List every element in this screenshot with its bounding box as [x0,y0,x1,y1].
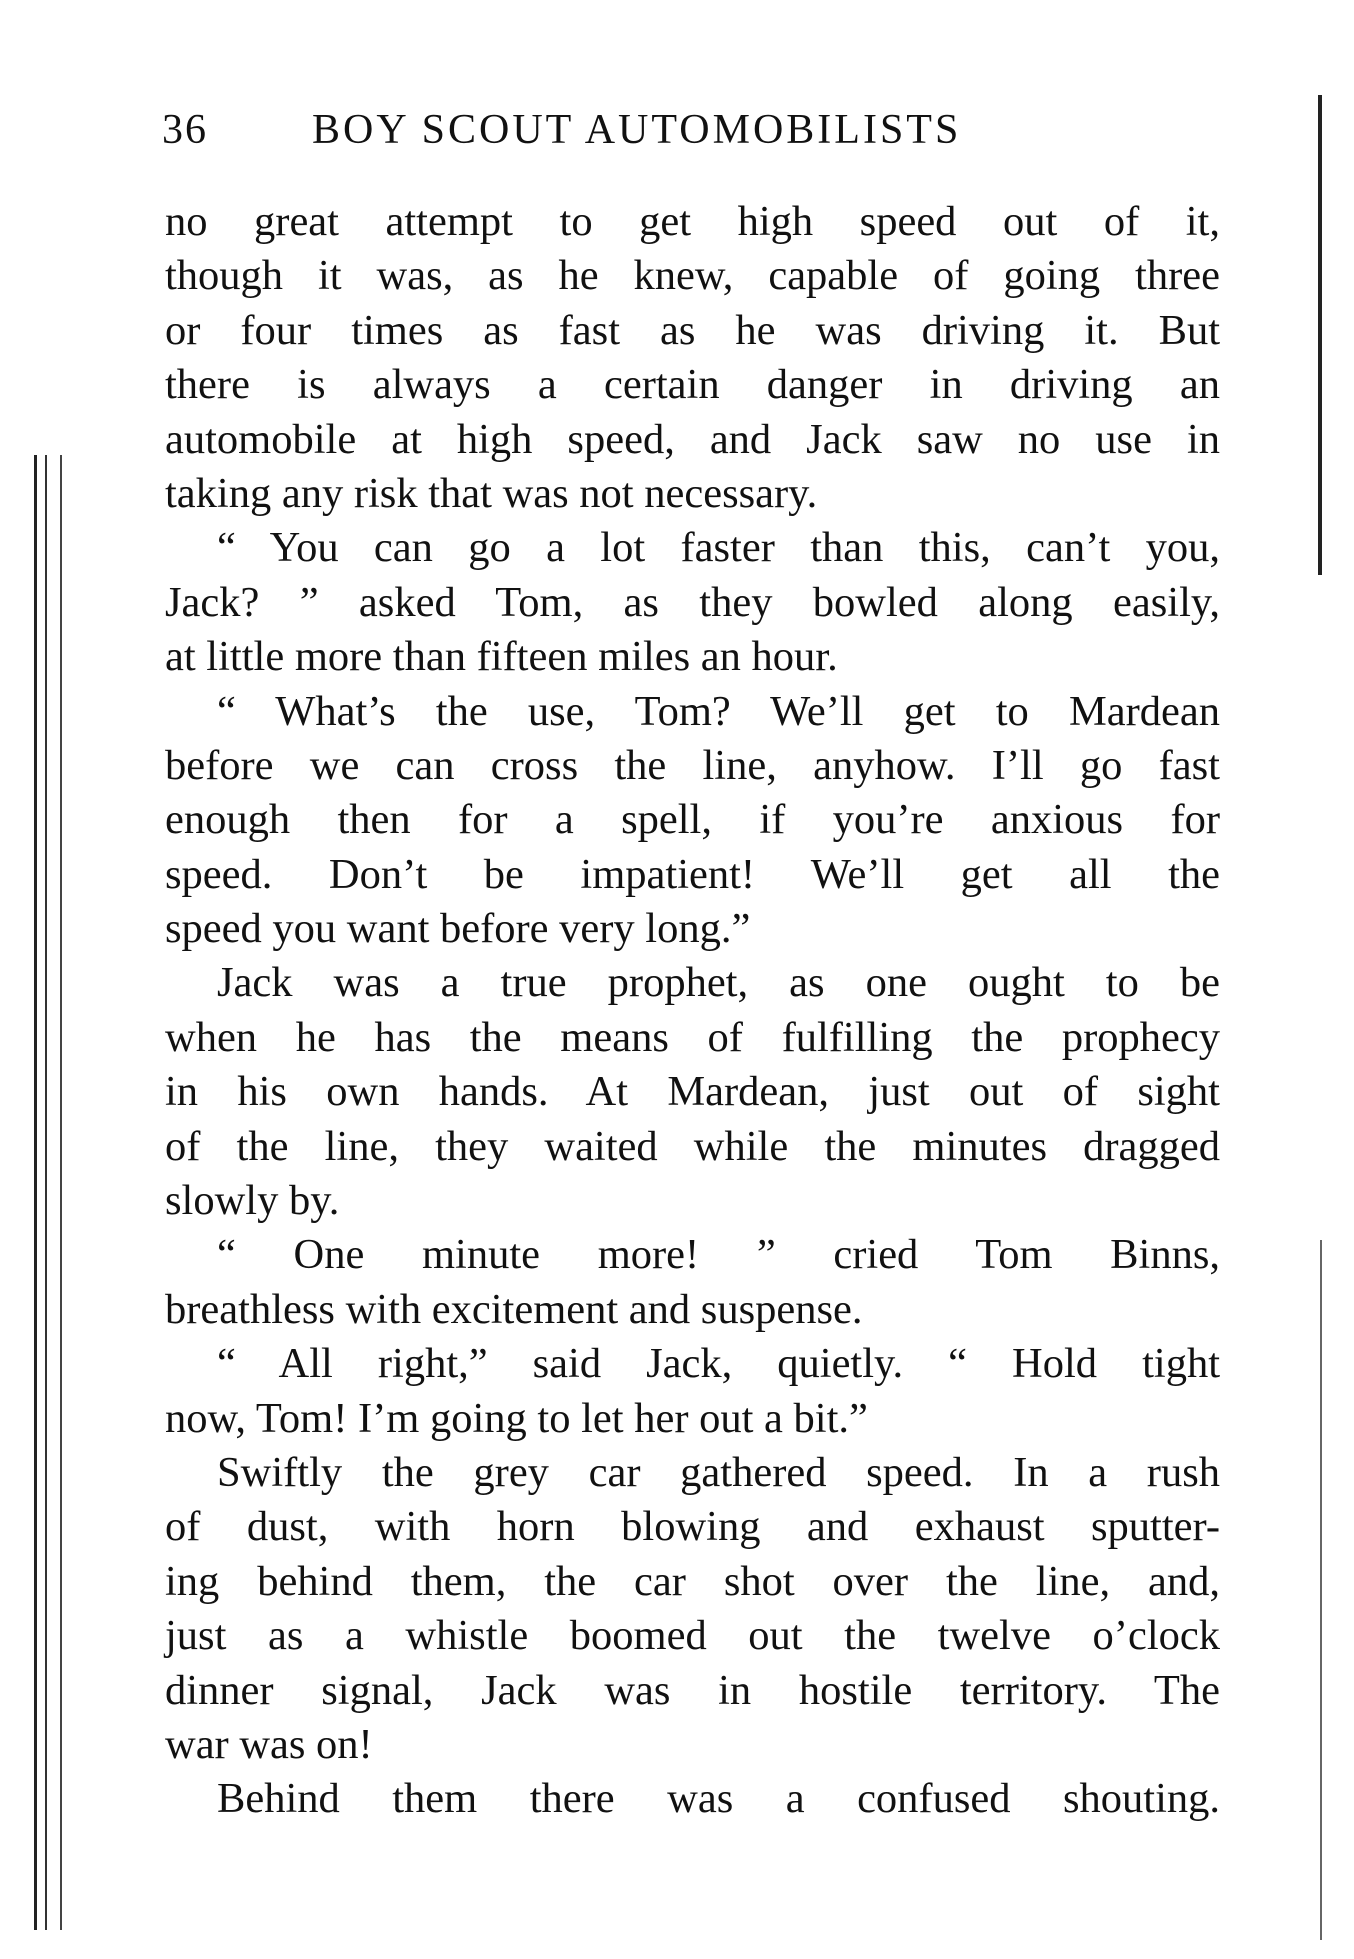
text-line: ing behind them, the car shot over the line, and, [165,1557,1220,1605]
page-right-edge-mark [1318,95,1322,575]
text-line: enough then for a spell, if you’re anxious for [165,796,1220,844]
text-line: before we can cross the line, anyhow. I’ll go fast [165,741,1220,789]
text-line: speed you want before very long.” [165,905,751,953]
running-head [162,100,1242,160]
page-number: 36 [162,107,208,153]
text-line: “ What’s the use, Tom? We’ll get to Mardean [217,687,1220,735]
text-line: of dust, with horn blowing and exhaust sputter- [165,1503,1220,1551]
text-line: breathless with excitement and suspense. [165,1285,863,1333]
body-text [165,195,1220,1827]
text-line: when he has the means of fulfilling the prophecy [165,1013,1220,1061]
text-line: slowly by. [165,1177,340,1225]
text-line: of the line, they waited while the minutes dragged [165,1122,1220,1170]
text-line: or four times as fast as he was driving it. But [165,306,1220,354]
text-line: Jack was a true prophet, as one ought to be [217,959,1220,1007]
text-line: in his own hands. At Mardean, just out of sight [165,1068,1220,1116]
text-line: taking any risk that was not necessary. [165,469,818,517]
text-line: war was on! [165,1720,373,1768]
text-line: Swiftly the grey car gathered speed. In a rush [217,1448,1220,1496]
text-line: dinner signal, Jack was in hostile territory. The [165,1666,1220,1714]
text-line: Jack? ” asked Tom, as they bowled along easily, [165,578,1220,626]
text-line: Behind them there was a confused shouting. [217,1775,1220,1823]
text-line: now, Tom! I’m going to let her out a bit.” [165,1394,868,1442]
text-line: no great attempt to get high speed out of it, [165,198,1220,245]
text-line: “ One minute more! ” cried Tom Binns, [217,1231,1220,1279]
text-line: just as a whistle boomed out the twelve o’clock [165,1612,1220,1660]
text-line: speed. Don’t be impatient! We’ll get all the [165,850,1220,898]
text-line: “ All right,” said Jack, quietly. “ Hold tight [217,1340,1220,1388]
page-right-edge-mark-lower [1320,1240,1322,1940]
text-line: there is always a certain danger in driving an [165,361,1220,409]
text-line: automobile at high speed, and Jack saw no use in [165,415,1220,463]
text-line: at little more than fifteen miles an hour. [165,633,838,681]
text-line: “ You can go a lot faster than this, can’t you, [217,524,1220,572]
page-binding-edge [34,455,62,1930]
running-title: BOY SCOUT AUTOMOBILISTS [312,107,962,153]
text-line: though it was, as he knew, capable of going three [165,252,1220,300]
